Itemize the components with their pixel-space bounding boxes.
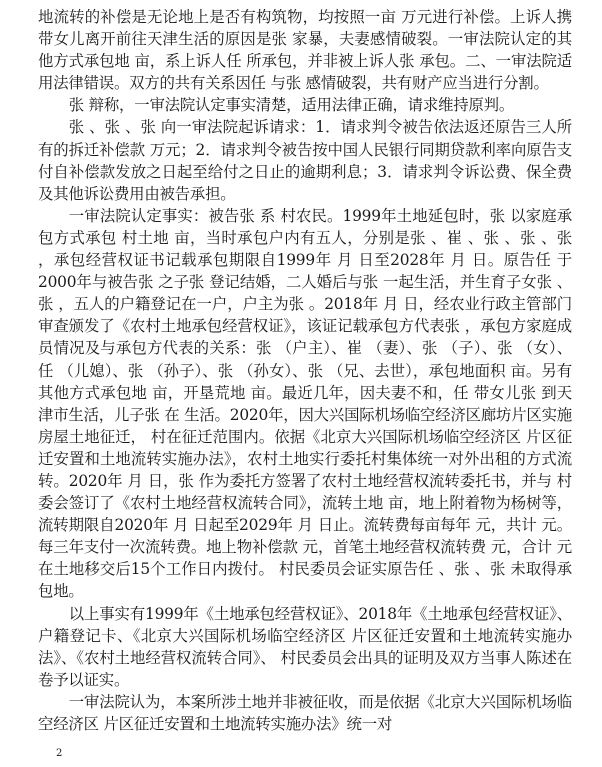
paragraph-facts-found: 一审法院认定事实：被告张 系 村农民。1999年土地延包时，张 以家庭承包方式承包 村土地 亩，当时承包户内有五人，分别是张 、崔 、张 、张 、张 ，承包经营权证书记载承包期限自1999年 月 日至2028年 月 日。原告任 于2000年与被告张 之子张 登记结婚，二人婚后与张 一起生活，并生育子女张 、张 ，五人的户籍登记在一户，户主为张 。2018年 月 日，经农业行政主管部门审查颁发了《农村土地承包经营权证》，该证记载承包方代表张 ，承包方家庭成员情况及与承包方代表的关系：张 （户主）、崔 （妻）、张 （子）、张 （女）、任 （儿媳）、张 （孙子）、张 （孙女）、张 （兄、去世），承包地面积 亩。另有其他方式承包地 亩，开垦荒地 亩。最近几年，因夫妻不和，任 带女儿张 到天津市生活，儿子张 在 生活。2020年，因大兴国际机场临空经济区廊坊片区实施房屋土地征迁， 村在征迁范围内。依据《北京大兴国际机场临空经济区 片区征迁安置和土地流转实施办法》，农村土地实行委托村集体统一对外出租的方式流转。2020年 月 日，张 作为委托方签署了农村土地经营权流转委托书，并与 村委会签订了《农村土地经营权流转合同》，流转土地 亩，地上附着物为杨树等，流转期限自2020年 月 日起至2029年 月 日止。流转费每亩每年 元，共计 元。每三年支付一次流转费。地上物补偿款 元，首笔土地经营权流转费 元，合计 元在土地移交后15个工作日内拨付。 村民委员会证实原告任 、张 、张 未取得承包地。 — [38, 206, 572, 601]
paragraph-first-instance-claims: 张 、张 、张 向一审法院起诉请求：1．请求判令被告依法返还原告三人所有的拆迁补偿款 万元；2．请求判令被告按中国人民银行同期贷款利率向原告支付自补偿款发放之日起至给付之日止的逾期利息；3．请求判令诉讼费、保全费及其他诉讼费用由被告承担。 — [38, 118, 572, 203]
paragraph-appeal-reasons: 地流转的补偿是无论地上是否有构筑物，均按照一亩 万元进行补偿。上诉人携带女儿离开前往天津生活的原因是张 家暴，夫妻感情破裂。一审法院认定的其他方式承包地 亩，系上诉人任 所承包，并非被上诉人张 承包。二、一审法院适用法律错误。双方的共有关系因任 与张 感情破裂，共有财产应当进行分割。 — [38, 8, 572, 93]
paragraph-evidence: 以上事实有1999年《土地承包经营权证》、2018年《土地承包经营权证》、户籍登记卡、《北京大兴国际机场临空经济区 片区征迁安置和土地流转实施办法》、《农村土地经营权流转合同》、 村民委员会出具的证明及双方当事人陈述在卷予以证实。 — [38, 604, 572, 689]
paragraph-appellee-defense: 张 辩称，一审法院认定事实清楚，适用法律正确，请求维持原判。 — [68, 96, 515, 115]
document-body — [38, 6, 572, 735]
page-number: 2 — [56, 748, 63, 759]
paragraph-court-reasoning: 一审法院认为，本案所涉土地并非被征收，而是依据《北京大兴国际机场临空经济区 片区征迁安置和土地流转实施办法》统一对 — [38, 692, 572, 733]
